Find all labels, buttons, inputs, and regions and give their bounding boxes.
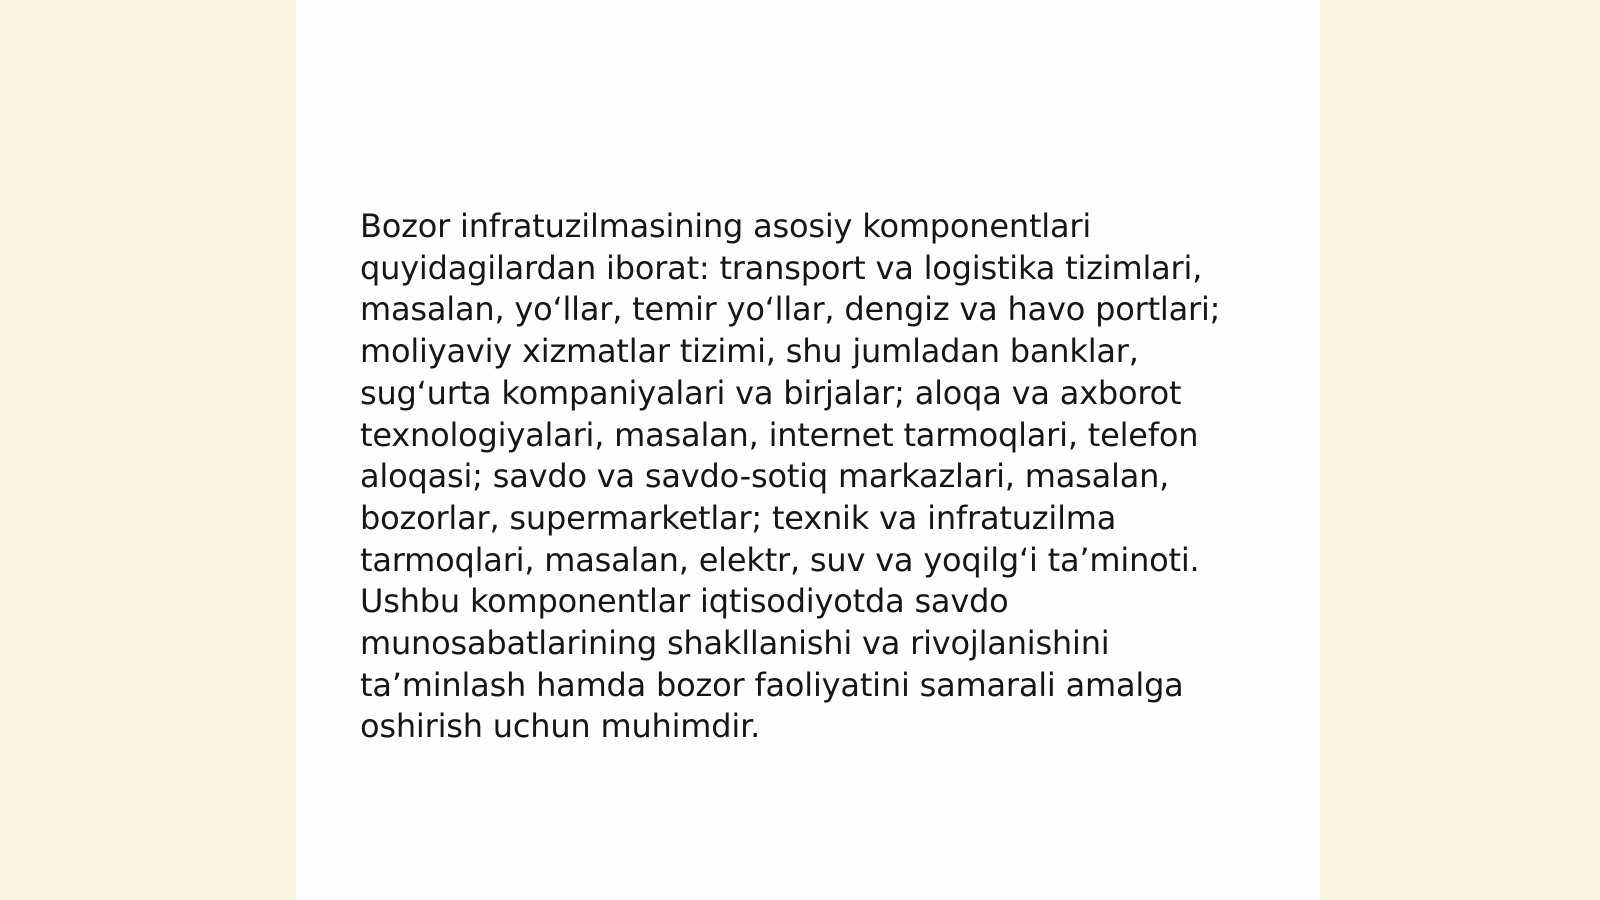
paragraph-line-13: oshirish uchun muhimdir. [360,707,761,746]
paragraph-line-5: sug‘urta kompaniyalari va birjalar; aloqa va axborot [360,373,1182,412]
paragraph-line-2: quyidagilardan iborat: transport va logistika tizimlari, [360,248,1203,287]
paragraph-line-8: bozorlar, supermarketlar; texnik va infratuzilma [360,498,1117,537]
paragraph-line-6: texnologiyalari, masalan, internet tarmoqlari, telefon [360,415,1199,454]
paragraph-line-9: tarmoqlari, masalan, elektr, suv va yoqilg‘i ta’minoti. [360,540,1200,579]
body-paragraph [360,206,1240,748]
paragraph-line-7: aloqasi; savdo va savdo-sotiq markazlari, masalan, [360,457,1170,496]
left-margin-panel [0,0,296,900]
paragraph-line-3: masalan, yo‘llar, temir yo‘llar, dengiz va havo portlari; [360,290,1221,329]
paragraph-line-1: Bozor infratuzilmasining asosiy komponentlari [360,207,1092,245]
slide-page [296,0,1320,900]
right-margin-panel [1320,0,1600,900]
paragraph-line-4: moliyaviy xizmatlar tizimi, shu jumladan banklar, [360,332,1139,371]
paragraph-line-12: ta’minlash hamda bozor faoliyatini samarali amalga [360,665,1184,704]
paragraph-line-10: Ushbu komponentlar iqtisodiyotda savdo [360,582,1009,621]
paragraph-line-11: munosabatlarining shakllanishi va rivojlanishini [360,624,1110,663]
